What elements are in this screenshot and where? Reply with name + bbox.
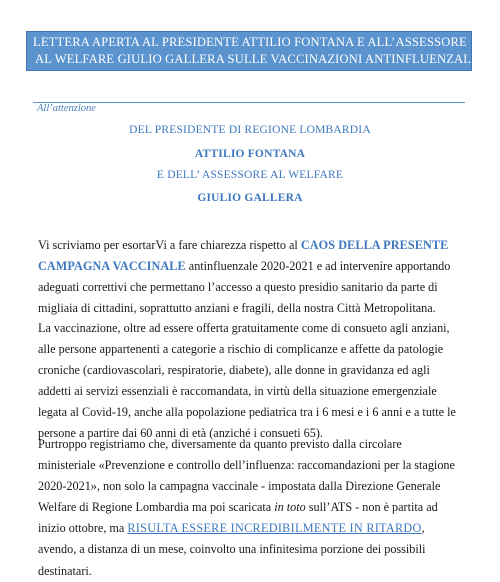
title-line-2: AL WELFARE GIULIO GALLERA SULLE VACCINAZIONI ANTINFLUENZALI xyxy=(35,52,476,66)
recipient-line-4: GIULIO GALLERA xyxy=(197,192,303,204)
title-line-1: LETTERA APERTA AL PRESIDENTE ATTILIO FONTANA E ALL’ASSESSORE xyxy=(33,35,467,49)
italic-in-toto: in toto xyxy=(274,500,306,515)
paragraph-1: Vi scriviamo per esortarVi a fare chiarezza rispetto al CAOS DELLA PRESENTE CAMPAGNA VACCINALE antinfluenzale 2020-2021 e ad intervenire apportando adeguati correttivi che permettano l’accesso a questo presidio sanitario da parte di migliaia di cittadini, soprattutto anziani e fragili, della nostra Città Metropolitana. xyxy=(38,238,451,316)
paragraph-3: Purtroppo registriamo che, diversamente da quanto previsto dalla circolare ministeriale «Prevenzione e controllo dell’influenza: raccomandazioni per la stagione 2020-2021», non solo la campagna vaccinale - impostata dalla Direzione Generale Welfare di Regione Lombardia ma poi scaricata in toto sull’ATS - non è partita ad inizio ottobre, ma RISULTA ESSERE INCREDIBILMENTE IN RITARDO, avendo, a distanza di un mese, coinvolto una infinitesima porzione dei possibili destinatari. xyxy=(38,437,455,578)
recipient-line-2: ATTILIO FONTANA xyxy=(194,148,306,160)
recipient-line-3: E DELL’ ASSESSORE AL WELFARE xyxy=(156,169,344,181)
recipient-line-1: DEL PRESIDENTE DI REGIONE LOMBARDIA xyxy=(129,124,371,136)
attention-label: All’attenzione xyxy=(37,103,96,114)
underlined-ritardo: RISULTA ESSERE INCREDIBILMENTE IN RITARDO xyxy=(127,521,422,536)
highlight-caos: CAOS DELLA PRESENTE CAMPAGNA VACCINALE xyxy=(38,238,449,274)
header-divider xyxy=(33,102,465,103)
letter-title-banner xyxy=(26,31,476,71)
paragraph-2: La vaccinazione, oltre ad essere offerta gratuitamente come di consueto agli anziani, alle persone appartenenti a categorie a rischio di complicanze e affette da patologie croniche (cardiovascolari, respiratorie, diabete), alle donne in gravidanza ed agli addetti ai servizi essenziali è raccomandata, in virtù della situazione emergenziale legata al Covid-19, anche alla popolazione pediatrica tra i 6 mesi e i 6 anni e a tutte le persone a partire dai 60 anni di età (anziché i consueti 65). xyxy=(38,321,456,441)
